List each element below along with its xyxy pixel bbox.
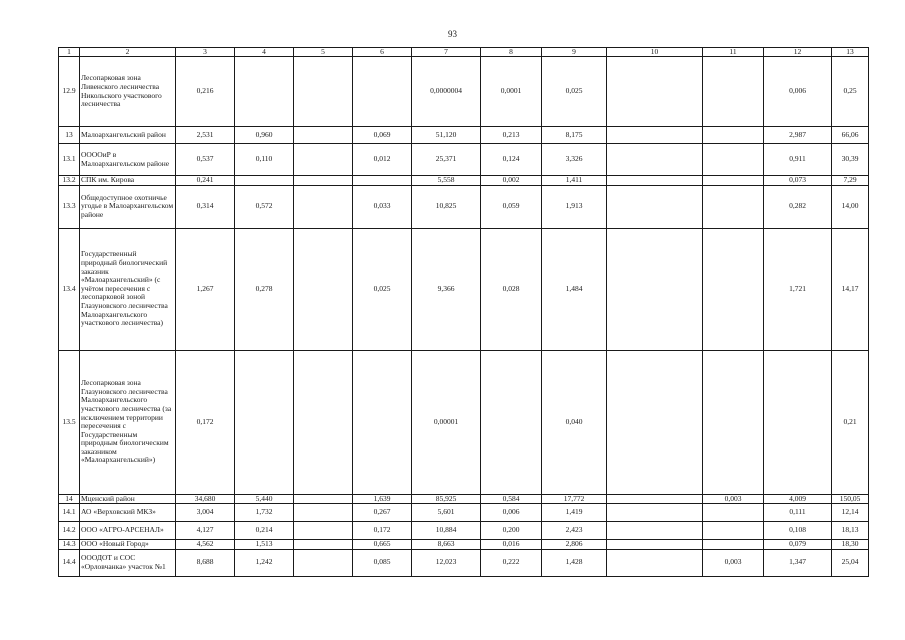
object-name-cell: ООООиР в Малоархангельском районе	[80, 144, 176, 176]
value-cell: 9,366	[412, 228, 481, 350]
value-cell: 3,004	[176, 504, 235, 522]
value-cell: 4,127	[176, 522, 235, 540]
value-cell: 0,079	[764, 540, 832, 550]
value-cell: 34,680	[176, 494, 235, 504]
value-cell	[607, 522, 703, 540]
value-cell	[294, 540, 353, 550]
value-cell: 0,213	[481, 127, 542, 144]
value-cell	[607, 350, 703, 494]
value-cell: 0,002	[481, 176, 542, 186]
value-cell: 0,21	[832, 350, 869, 494]
value-cell: 0,085	[353, 549, 412, 576]
table-row	[59, 504, 869, 522]
value-cell: 1,267	[176, 228, 235, 350]
row-number-cell: 13.4	[59, 228, 80, 350]
value-cell	[607, 549, 703, 576]
value-cell: 30,39	[832, 144, 869, 176]
value-cell: 0,572	[235, 185, 294, 228]
value-cell: 0,006	[764, 57, 832, 127]
value-cell: 0,110	[235, 144, 294, 176]
value-cell: 150,05	[832, 494, 869, 504]
row-number-cell: 13.1	[59, 144, 80, 176]
header-cell: 1	[59, 48, 80, 57]
value-cell: 3,326	[542, 144, 607, 176]
value-cell: 0,584	[481, 494, 542, 504]
value-cell: 0,012	[353, 144, 412, 176]
header-cell: 12	[764, 48, 832, 57]
value-cell	[353, 176, 412, 186]
table-row	[59, 494, 869, 504]
value-cell: 2,987	[764, 127, 832, 144]
value-cell: 1,428	[542, 549, 607, 576]
value-cell: 1,419	[542, 504, 607, 522]
value-cell: 1,721	[764, 228, 832, 350]
value-cell: 10,825	[412, 185, 481, 228]
value-cell	[294, 176, 353, 186]
value-cell	[353, 350, 412, 494]
value-cell: 18,30	[832, 540, 869, 550]
value-cell: 0,278	[235, 228, 294, 350]
value-cell: 66,06	[832, 127, 869, 144]
value-cell: 12,023	[412, 549, 481, 576]
value-cell: 18,13	[832, 522, 869, 540]
page-number: 93	[448, 29, 457, 39]
object-name-cell: ООО «Новый Город»	[80, 540, 176, 550]
value-cell: 8,663	[412, 540, 481, 550]
value-cell: 0,003	[703, 549, 764, 576]
value-cell: 1,913	[542, 185, 607, 228]
value-cell: 25,371	[412, 144, 481, 176]
value-cell	[703, 350, 764, 494]
row-number-cell: 13.5	[59, 350, 80, 494]
table-row	[59, 127, 869, 144]
object-name-cell: СПК им. Кирова	[80, 176, 176, 186]
value-cell: 0,124	[481, 144, 542, 176]
value-cell: 0,040	[542, 350, 607, 494]
value-cell	[607, 57, 703, 127]
value-cell: 0,960	[235, 127, 294, 144]
value-cell	[703, 144, 764, 176]
value-cell	[294, 185, 353, 228]
value-cell: 5,440	[235, 494, 294, 504]
row-number-cell: 14.1	[59, 504, 80, 522]
row-number-cell: 12.9	[59, 57, 80, 127]
value-cell	[703, 522, 764, 540]
value-cell: 8,688	[176, 549, 235, 576]
object-name-cell: Лесопарковая зона Глазуновского лесничества Малоархангельского участкового лесничества (за исключением территории пересечения с Государственным природным биологическим заказником «Малоархангельский»)	[80, 350, 176, 494]
value-cell: 2,531	[176, 127, 235, 144]
value-cell	[703, 176, 764, 186]
value-cell	[703, 228, 764, 350]
value-cell: 0,033	[353, 185, 412, 228]
table-row	[59, 549, 869, 576]
value-cell	[294, 144, 353, 176]
value-cell: 0,025	[542, 57, 607, 127]
header-cell: 6	[353, 48, 412, 57]
header-cell: 9	[542, 48, 607, 57]
value-cell: 0,222	[481, 549, 542, 576]
table-row	[59, 522, 869, 540]
value-cell: 0,25	[832, 57, 869, 127]
value-cell: 7,29	[832, 176, 869, 186]
table-row	[59, 185, 869, 228]
object-name-cell: Мценский район	[80, 494, 176, 504]
value-cell: 4,562	[176, 540, 235, 550]
value-cell	[294, 57, 353, 127]
header-cell: 2	[80, 48, 176, 57]
value-cell	[607, 228, 703, 350]
object-name-cell: Лесопарковая зона Ливенского лесничества Никольского участкового лесничества	[80, 57, 176, 127]
value-cell: 1,732	[235, 504, 294, 522]
header-cell: 7	[412, 48, 481, 57]
value-cell	[703, 57, 764, 127]
value-cell: 5,601	[412, 504, 481, 522]
table-row	[59, 228, 869, 350]
value-cell: 14,17	[832, 228, 869, 350]
object-name-cell: Государственный природный биологический заказник «Малоархангельский» (с учётом пересечения с лесопарковой зоной Глазуновского лесничества Малоархангельского участкового лесничества)	[80, 228, 176, 350]
value-cell: 0,911	[764, 144, 832, 176]
value-cell: 0,016	[481, 540, 542, 550]
value-cell: 0,665	[353, 540, 412, 550]
value-cell: 1,513	[235, 540, 294, 550]
value-cell: 0,0000004	[412, 57, 481, 127]
value-cell: 25,04	[832, 549, 869, 576]
value-cell	[607, 504, 703, 522]
table-row	[59, 176, 869, 186]
value-cell: 0,108	[764, 522, 832, 540]
value-cell: 0,111	[764, 504, 832, 522]
header-cell: 11	[703, 48, 764, 57]
table-row	[59, 540, 869, 550]
value-cell	[294, 350, 353, 494]
value-cell: 14,00	[832, 185, 869, 228]
value-cell	[353, 57, 412, 127]
value-cell	[607, 127, 703, 144]
value-cell: 0,214	[235, 522, 294, 540]
row-number-cell: 13	[59, 127, 80, 144]
value-cell: 85,925	[412, 494, 481, 504]
value-cell: 0,282	[764, 185, 832, 228]
value-cell	[607, 540, 703, 550]
row-number-cell: 13.2	[59, 176, 80, 186]
value-cell	[703, 504, 764, 522]
value-cell	[764, 350, 832, 494]
value-cell	[607, 176, 703, 186]
value-cell	[294, 127, 353, 144]
value-cell	[607, 144, 703, 176]
value-cell: 0,216	[176, 57, 235, 127]
value-cell: 0,241	[176, 176, 235, 186]
value-cell: 0,537	[176, 144, 235, 176]
value-cell: 0,0001	[481, 57, 542, 127]
row-number-cell: 14.4	[59, 549, 80, 576]
value-cell	[703, 540, 764, 550]
value-cell: 12,14	[832, 504, 869, 522]
value-cell	[294, 228, 353, 350]
header-cell: 5	[294, 48, 353, 57]
table-row	[59, 144, 869, 176]
value-cell: 51,120	[412, 127, 481, 144]
value-cell: 0,200	[481, 522, 542, 540]
table-row	[59, 350, 869, 494]
value-cell	[607, 494, 703, 504]
value-cell: 8,175	[542, 127, 607, 144]
value-cell	[703, 127, 764, 144]
value-cell: 1,484	[542, 228, 607, 350]
value-cell	[294, 504, 353, 522]
value-cell: 0,028	[481, 228, 542, 350]
object-name-cell: ООО «АГРО-АРСЕНАЛ»	[80, 522, 176, 540]
value-cell	[703, 185, 764, 228]
value-cell	[294, 549, 353, 576]
value-cell: 2,806	[542, 540, 607, 550]
value-cell: 1,411	[542, 176, 607, 186]
value-cell: 0,172	[353, 522, 412, 540]
header-cell: 10	[607, 48, 703, 57]
value-cell: 0,00001	[412, 350, 481, 494]
value-cell: 0,172	[176, 350, 235, 494]
object-name-cell: Общедоступное охотничье угодье в Малоархангельском районе	[80, 185, 176, 228]
emissions-table	[58, 47, 869, 577]
row-number-cell: 14.3	[59, 540, 80, 550]
value-cell: 17,772	[542, 494, 607, 504]
value-cell: 0,003	[703, 494, 764, 504]
header-cell: 4	[235, 48, 294, 57]
value-cell	[235, 176, 294, 186]
value-cell: 0,267	[353, 504, 412, 522]
value-cell: 0,069	[353, 127, 412, 144]
value-cell: 0,314	[176, 185, 235, 228]
value-cell: 1,347	[764, 549, 832, 576]
value-cell	[294, 494, 353, 504]
object-name-cell: ОООДОТ и СОС «Орловчанка» участок №1	[80, 549, 176, 576]
value-cell: 1,639	[353, 494, 412, 504]
value-cell	[294, 522, 353, 540]
header-cell: 3	[176, 48, 235, 57]
value-cell	[481, 350, 542, 494]
table-row	[59, 57, 869, 127]
value-cell	[235, 350, 294, 494]
value-cell: 0,073	[764, 176, 832, 186]
row-number-cell: 13.3	[59, 185, 80, 228]
value-cell	[607, 185, 703, 228]
object-name-cell: АО «Верховский МКЗ»	[80, 504, 176, 522]
header-cell: 8	[481, 48, 542, 57]
header-row	[59, 48, 869, 57]
value-cell	[235, 57, 294, 127]
value-cell: 2,423	[542, 522, 607, 540]
row-number-cell: 14.2	[59, 522, 80, 540]
header-cell: 13	[832, 48, 869, 57]
object-name-cell: Малоархангельский район	[80, 127, 176, 144]
value-cell: 10,884	[412, 522, 481, 540]
value-cell: 0,025	[353, 228, 412, 350]
value-cell: 0,059	[481, 185, 542, 228]
value-cell: 0,006	[481, 504, 542, 522]
value-cell: 5,558	[412, 176, 481, 186]
value-cell: 1,242	[235, 549, 294, 576]
value-cell: 4,009	[764, 494, 832, 504]
row-number-cell: 14	[59, 494, 80, 504]
